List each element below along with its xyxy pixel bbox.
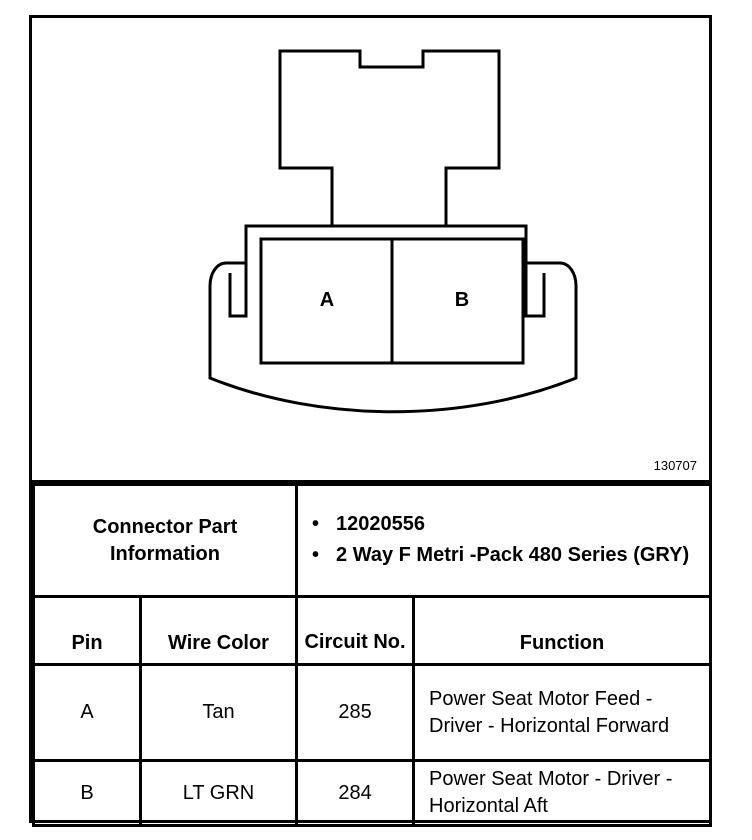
table-row (34, 761, 711, 826)
header-circuit-no: Circuit No. (297, 597, 414, 665)
wire-color-cell: LT GRN (141, 761, 297, 826)
pin-cell: A (34, 665, 141, 761)
right-retaining-clip (526, 263, 544, 316)
figure-id: 130707 (653, 458, 697, 473)
header-pin: Pin (34, 597, 141, 665)
header-wire-color: Wire Color (141, 597, 297, 665)
header-row (34, 597, 711, 665)
wire-color-cell: Tan (141, 665, 297, 761)
circuit-cell: 285 (297, 665, 414, 761)
function-cell: Power Seat Motor Feed - Driver - Horizontal Forward (414, 665, 711, 761)
connector-info-list (297, 485, 711, 597)
connector-table (32, 483, 712, 827)
connector-frame (29, 15, 712, 823)
connector-info-label: Connector Part Information (34, 485, 297, 597)
header-function: Function (414, 597, 711, 665)
circuit-cell: 284 (297, 761, 414, 826)
function-cell: Power Seat Motor - Driver - Horizontal Aft (414, 761, 711, 826)
connector-face-drawing (32, 18, 709, 480)
cavity-label-a: A (319, 289, 335, 311)
cavity-label-b: B (454, 289, 470, 311)
connector-diagram (32, 18, 709, 483)
connector-description: • 2 Way F Metri -Pack 480 Series (GRY) (310, 542, 701, 569)
table-row (34, 665, 711, 761)
pin-cell: B (34, 761, 141, 826)
connector-info-row (34, 485, 711, 597)
left-retaining-clip (230, 263, 246, 316)
part-number: • 12020556 (310, 511, 701, 538)
connector-latch-outline (280, 51, 499, 226)
